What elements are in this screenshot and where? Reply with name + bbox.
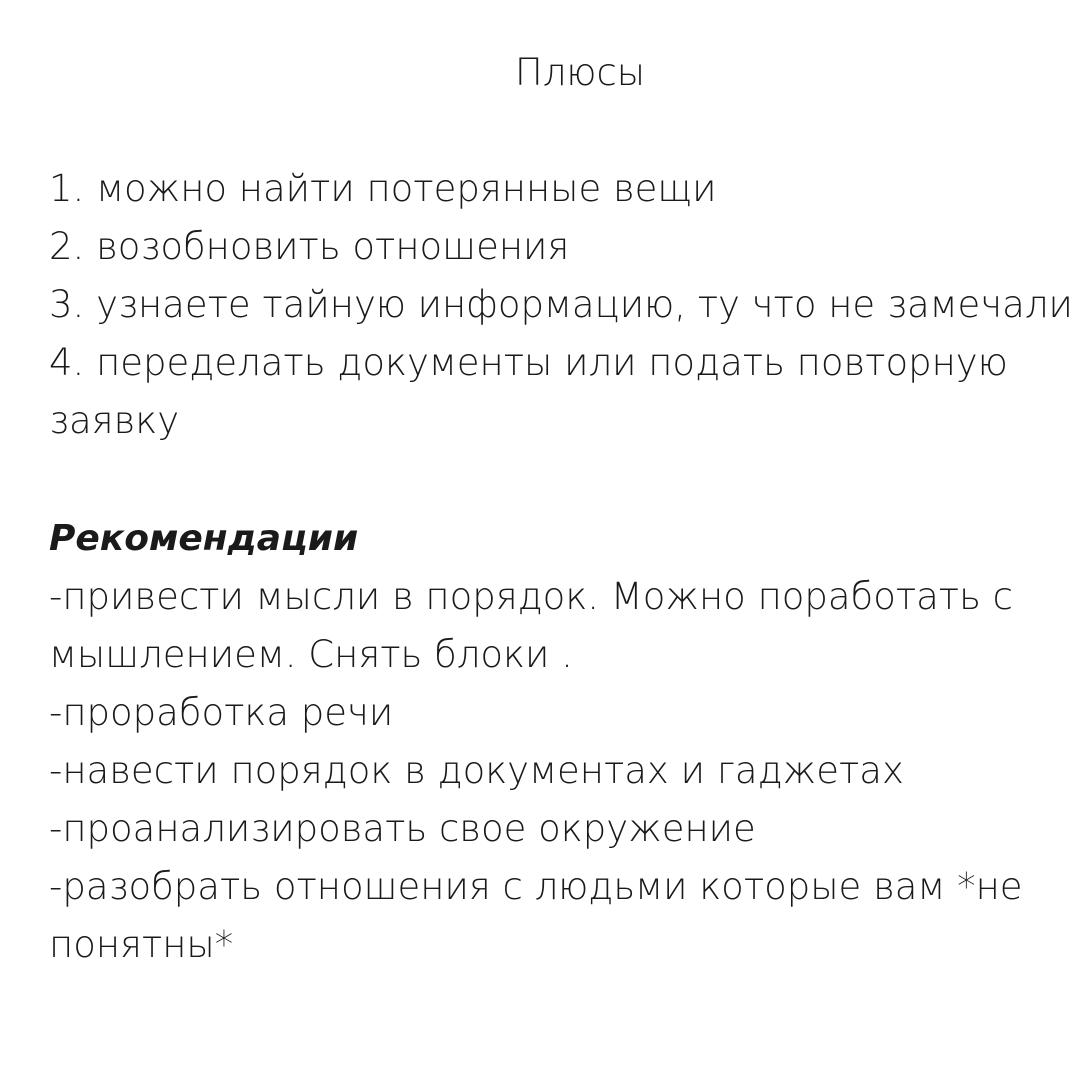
- list-item: 3. узнаете тайную информацию, ту что не замечали: [49, 283, 1073, 326]
- list-item: -привести мысли в порядок. Можно поработать с мышлением. Снять блоки .: [49, 575, 1014, 676]
- recommendations-list: [49, 568, 1049, 974]
- page-title: Плюсы: [514, 51, 646, 94]
- list-item: -навести порядок в документах и гаджетах: [49, 749, 904, 792]
- list-item: 1. можно найти потерянные вещи: [49, 167, 717, 210]
- list-item: 4. переделать документы или подать повторную заявку: [49, 341, 1008, 442]
- list-item: -проанализировать свое окружение: [49, 807, 756, 850]
- list-item: 2. возобновить отношения: [49, 225, 570, 268]
- recommendations-heading: Рекомендации: [49, 518, 359, 559]
- list-item: -разобрать отношения с людьми которые вам *не понятны*: [49, 865, 1023, 966]
- pluses-list: [49, 160, 1074, 450]
- list-item: -проработка речи: [49, 691, 394, 734]
